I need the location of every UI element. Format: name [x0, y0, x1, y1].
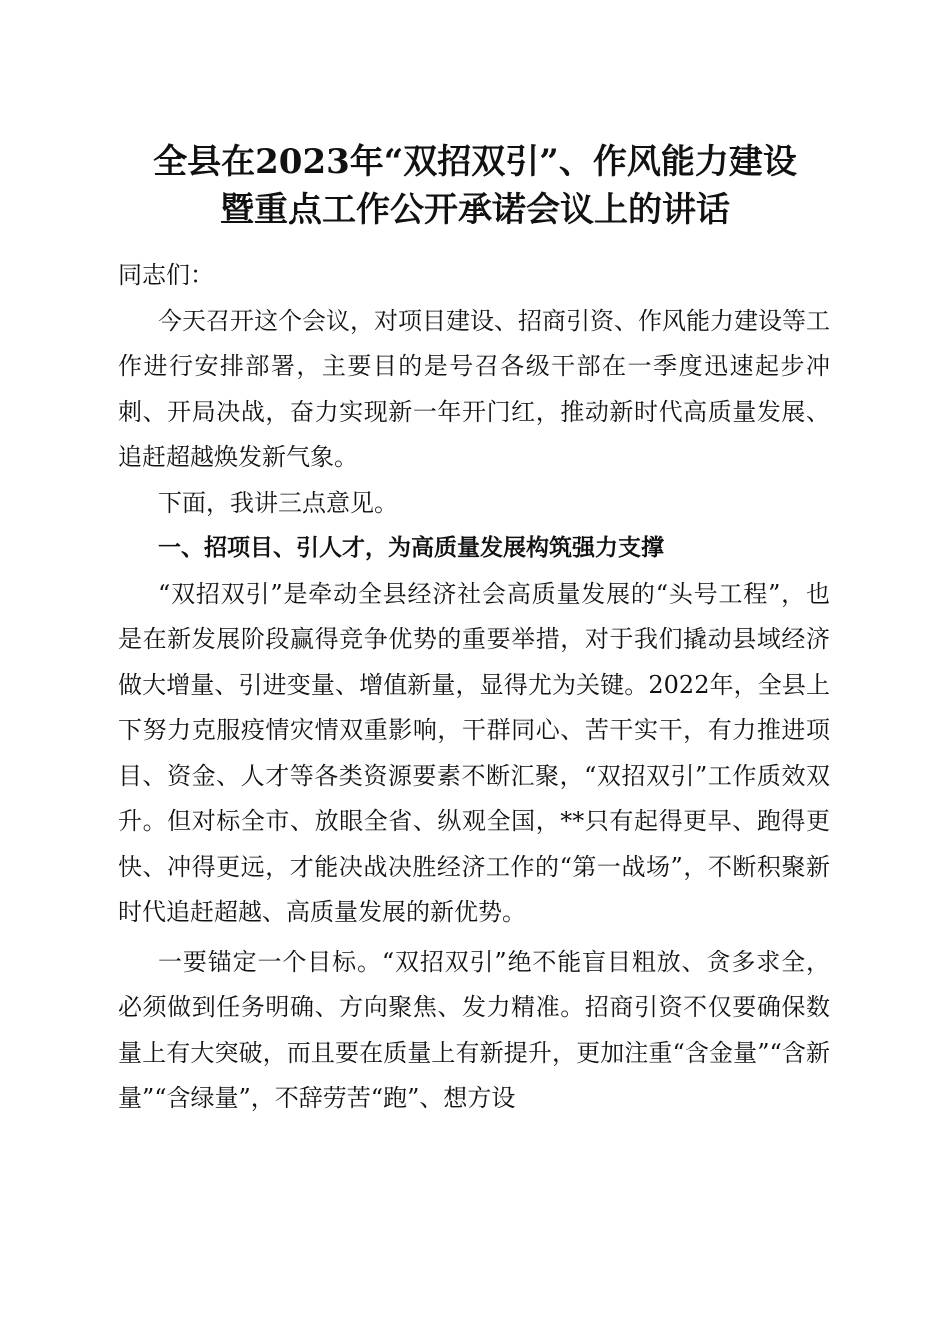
document-body — [118, 253, 830, 1122]
document-title — [100, 138, 850, 234]
paragraph-intro: 今天召开这个会议，对项目建设、招商引资、作风能力建设等工作进行安排部署，主要目的是号召各级干部在一季度迅速起步冲刺、开局决战，奋力实现新一年开门红，推动新时代高质量发展、追赶超越焕发新气象。 — [118, 306, 830, 471]
title-line-1: 全县在2023年“双招双引”、作风能力建设 — [153, 142, 797, 182]
section-heading: 一、招项目、引人才，为高质量发展构筑强力支撑 — [158, 535, 664, 561]
paragraph-section-2: 一要锚定一个目标。“双招双引”绝不能盲目粗放、贪多求全，必须做到任务明确、方向聚焦、发力精准。招商引资不仅要确保数量上有大突破，而且要在质量上有新提升，更加注重“含金量”“含新量”“含绿量”，不辞劳苦“跑”、想方设 — [118, 947, 830, 1112]
title-line-2: 暨重点工作公开承诺会议上的讲话 — [220, 190, 730, 230]
salutation: 同志们： — [118, 261, 214, 289]
paragraph-section-1: “双招双引”是牵动全县经济社会高质量发展的“头号工程”，也是在新发展阶段赢得竞争优势的重要举措，对于我们撬动县域经济做大增量、引进变量、增值新量，显得尤为关键。2022年，全县上下努力克服疫情灾情双重影响，干群同心、苦干实干，有力推进项目、资金、人才等各类资源要素不断汇聚，“双招双引”工作质效双升。但对标全市、放眼全省、纵观全国，**只有起得更早、跑得更快、冲得更远，才能决战决胜经济工作的“第一战场”，不断积聚新时代追赶超越、高质量发展的新优势。 — [118, 579, 830, 926]
paragraph-outline: 下面，我讲三点意见。 — [158, 488, 398, 517]
